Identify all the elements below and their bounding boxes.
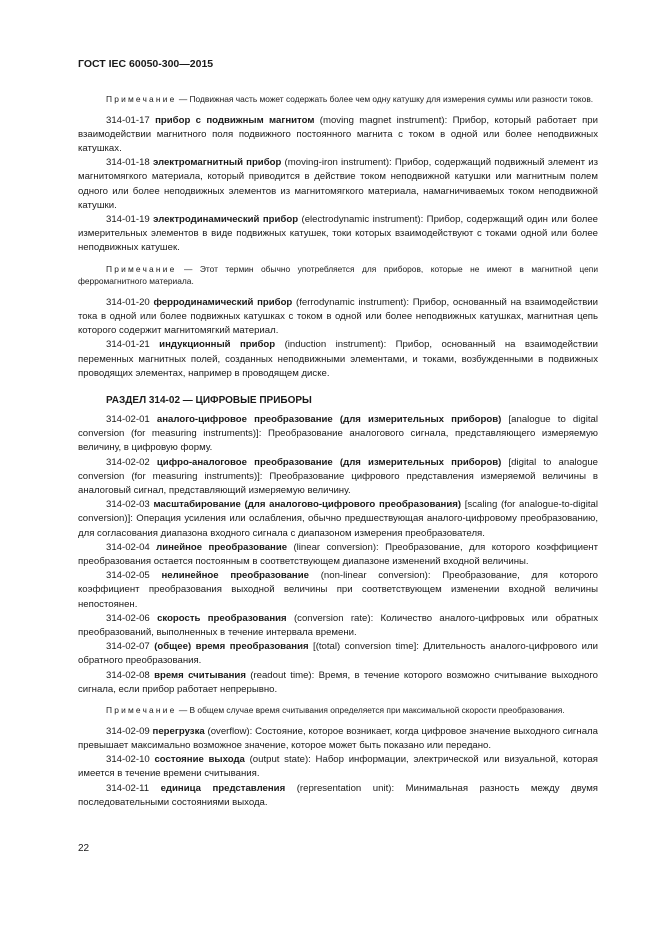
note: [78, 263, 598, 288]
entry-term: масштабирование (для аналогово-цифрового преобразования): [153, 499, 462, 511]
entry-number: 314-02-08: [106, 669, 150, 681]
entry-number: 314-01-18: [106, 157, 150, 169]
term-entry: [78, 569, 598, 612]
entry-definition: (linear conversion): Преобразование, для которого коэффициент преобразования остается постоянным в соответствующем диапазоне изменений входной величины.: [78, 541, 598, 568]
note-label: Примечание: [106, 263, 177, 274]
entry-number: 314-02-04: [106, 541, 150, 553]
term-entry: [78, 296, 598, 339]
entry-definition: [scaling (for analogue-to-digital conversion)]: Операция усиления или ослабления, обычно предшествующая аналого-цифровому преобразованию, для согласования диапазона входного сигнала с диапазоном измерения преобразователя.: [78, 499, 598, 539]
entry-term: время считывания: [154, 669, 246, 681]
entry-term: состояние выхода: [154, 754, 245, 766]
entry-term: ферродинамический прибор: [153, 296, 293, 308]
entry-number: 314-02-07: [106, 641, 150, 653]
entry-definition: (electrodynamic instrument): Прибор, содержащий один или более измерительных элементов в виде подвижных катушек, токи которых взаимодействуют с токами одной или более неподвижных катушек.: [78, 214, 599, 254]
document-page: [78, 58, 598, 810]
note-text: — Этот термин обычно употребляется для приборов, которые не имеют в магнитной цепи ферромагнитного материала.: [78, 263, 598, 287]
term-entry: [78, 413, 598, 456]
section-heading: РАЗДЕЛ 314-02 — ЦИФРОВЫЕ ПРИБОРЫ: [106, 395, 312, 407]
entry-number: 314-02-09: [106, 725, 150, 737]
term-entry: [78, 753, 598, 781]
entry-term: скорость преобразования: [157, 612, 287, 624]
note-text: — В общем случае время считывания определяется при максимальной скорости преобразования.: [178, 705, 565, 716]
entry-number: 314-01-20: [106, 296, 150, 308]
term-entry: [78, 114, 598, 157]
entry-term: линейное преобразование: [156, 541, 288, 553]
entry-number: 314-02-05: [106, 570, 150, 582]
entry-definition: (ferrodynamic instrument): Прибор, основанный на взаимодействии тока в одной или более подвижных катушках с током в одной или более неподвижных катушках, магнитная цепь которого содержит магнитомягкий материал.: [78, 296, 599, 337]
entry-term: цифро-аналоговое преобразование (для измерительных приборов): [156, 456, 502, 468]
note: [78, 93, 598, 106]
entry-definition: [digital to analogue conversion (for measuring instruments)]: Преобразование цифрового представления измеряемой величины в аналоговый сигнал, представляющий измеряемую величину.: [78, 456, 599, 497]
entry-definition: (induction instrument): Прибор, основанный на взаимодействии переменных магнитных полей, созданных неподвижными элементами, и токами, возбужденными в подвижных проводящих элементах, например в проводящем диске.: [78, 339, 599, 379]
entry-definition: [analogue to digital conversion (for measuring instruments)]: Преобразование аналогового сигнала, представляющего измеряемую величину, в цифровую форму.: [78, 414, 599, 454]
entry-term: аналого-цифровое преобразование (для измерительных приборов): [156, 414, 502, 426]
entry-number: 314-02-02: [106, 456, 150, 468]
note-label: Примечание: [106, 94, 177, 104]
entry-definition: (moving-iron instrument): Прибор, содержащий подвижный элемент из магнитомягкого материала, который приводится в действие током неподвижной катушки или магнитным полем одного или более неподвижных элементов из магнитомягкого материала, намагничиваемых током неподвижной катушки.: [78, 157, 599, 211]
entry-definition: [(total) conversion time]: Длительность аналого-цифрового или обратного преобразования.: [78, 641, 598, 667]
term-entry: [78, 541, 598, 569]
entry-number: 314-02-03: [106, 499, 150, 511]
note-label: Примечание: [106, 705, 177, 716]
entry-definition: (non-linear conversion): Преобразование, для которого коэффициент преобразования выходной величины при соответствующем изменении входной величины непостоянен.: [78, 570, 599, 610]
entry-number: 314-01-21: [106, 339, 150, 351]
entry-definition: (readout time): Время, в течение которого возможно считывание выходного сигнала, если прибор работает непрерывно.: [78, 669, 598, 695]
entry-number: 314-02-10: [106, 754, 150, 766]
entry-number: 314-01-17: [106, 114, 150, 126]
entry-number: 314-02-06: [106, 612, 150, 624]
entry-definition: (moving magnet instrument): Прибор, который работает при взаимодействии магнитного поля подвижного постоянного магнита с током в одной или более неподвижных катушках.: [78, 114, 598, 154]
term-entry: [78, 338, 598, 381]
term-entry: [78, 213, 598, 256]
term-entry: [78, 782, 598, 810]
term-entry: [78, 456, 598, 499]
page-number: 22: [78, 843, 90, 854]
entry-number: 314-02-11: [106, 782, 150, 794]
term-entry: [78, 725, 598, 753]
entry-term: перегрузка: [152, 725, 205, 737]
entry-number: 314-01-19: [106, 214, 150, 226]
term-entry: [78, 612, 598, 640]
entry-term: индукционный прибор: [159, 339, 276, 351]
entry-definition: (output state): Набор информации, электрической или визуальной, которая имеется в течение времени считывания.: [78, 754, 598, 780]
entry-definition: (conversion rate): Количество аналого-цифровых или обратных преобразований, выполненных в течение интервала времени.: [78, 612, 598, 639]
note: [78, 704, 598, 717]
term-entry: [78, 156, 598, 213]
entry-term: нелинейное преобразование: [161, 570, 309, 582]
document-header: ГОСТ IEC 60050-300—2015: [78, 58, 214, 70]
note-text: — Подвижная часть может содержать более чем одну катушку для измерения суммы или разности токов.: [178, 94, 594, 104]
entry-term: (общее) время преобразования: [154, 641, 309, 653]
entry-term: электромагнитный прибор: [152, 157, 282, 169]
entry-term: единица представления: [160, 782, 286, 794]
term-entry: [78, 640, 598, 668]
term-entry: [78, 498, 598, 541]
entry-number: 314-02-01: [106, 414, 150, 426]
document-body: [78, 93, 598, 810]
entry-definition: (representation unit): Минимальная разность между двумя последовательными состояниями выхода.: [78, 782, 598, 808]
entry-definition: (overflow): Состояние, которое возникает, когда цифровое значение выходного сигнала превышает максимально возможное значение, которое может быть показано или передано.: [78, 725, 598, 751]
entry-term: прибор с подвижным магнитом: [155, 114, 315, 126]
entry-term: электродинамический прибор: [153, 214, 299, 226]
term-entry: [78, 669, 598, 697]
